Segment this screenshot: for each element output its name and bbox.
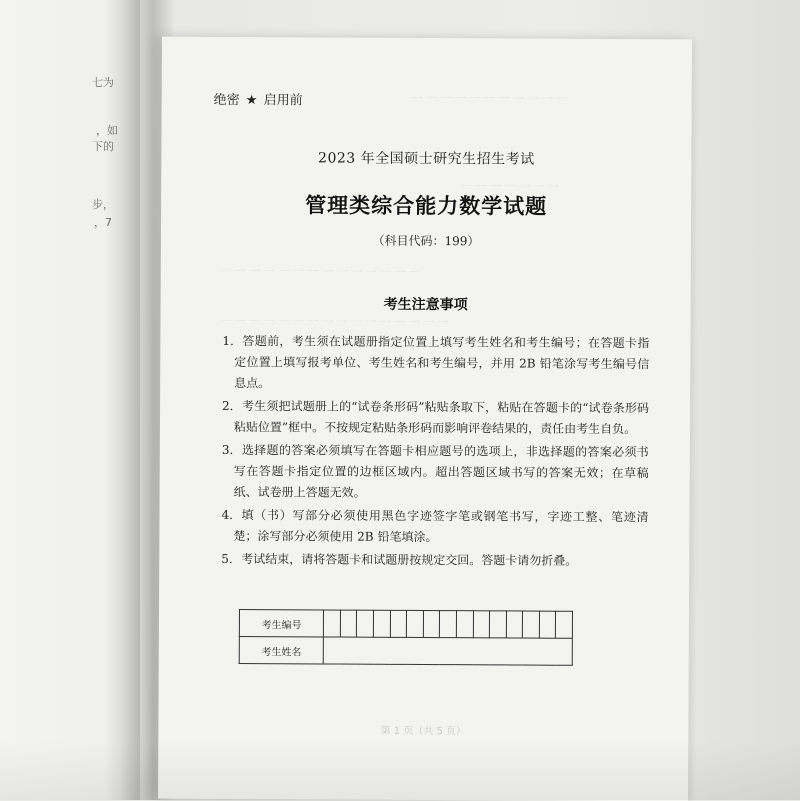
instructions-list bbox=[223, 331, 649, 574]
candidate-number-cell[interactable] bbox=[423, 610, 440, 637]
star-icon: ★ bbox=[245, 93, 258, 109]
candidate-name-field[interactable] bbox=[324, 637, 573, 665]
candidate-number-row bbox=[239, 610, 572, 639]
candidate-number-cell[interactable] bbox=[539, 611, 556, 638]
instruction-number: 5. bbox=[221, 551, 233, 566]
candidate-number-cell[interactable] bbox=[556, 611, 573, 638]
instruction-text: 考生须把试题册上的“试卷条形码”粘贴条取下，粘贴在答题卡的“试卷条形码粘贴位置”框中。不按规定粘贴条形码而影响评卷结果的，责任由考生自负。 bbox=[233, 399, 650, 437]
instruction-item bbox=[224, 396, 649, 440]
exam-title: 2023 年全国硕士研究生招生考试 bbox=[318, 150, 535, 168]
paper-title: 管理类综合能力数学试题 bbox=[305, 193, 548, 219]
left-page-snippet: 步， bbox=[92, 198, 114, 211]
left-page-snippet: ，如 bbox=[96, 124, 118, 137]
left-page-snippet: 七为 bbox=[92, 76, 114, 89]
candidate-number-cell[interactable] bbox=[324, 610, 341, 637]
candidate-number-cell[interactable] bbox=[473, 611, 490, 638]
candidate-number-cell[interactable] bbox=[407, 610, 424, 637]
left-page-snippet: ，7 bbox=[94, 216, 112, 229]
candidate-number-cell[interactable] bbox=[523, 611, 540, 638]
instruction-number: 3. bbox=[221, 442, 234, 457]
page-footer: 第 1 页（共 5 页） bbox=[380, 725, 467, 738]
left-facing-page bbox=[0, 0, 140, 800]
instruction-text: 选择题的答案必须填写在答题卡相应题号的选项上，非选择题的答案必须书写在答题卡指定位置的边框区域内。超出答题区域书写的答案无效；在草稿纸、试卷册上答题无效。 bbox=[233, 443, 649, 500]
candidate-name-row bbox=[239, 637, 572, 666]
notice-heading: 考生注意事项 bbox=[383, 296, 468, 314]
instruction-item bbox=[223, 549, 648, 572]
instruction-number: 1. bbox=[222, 333, 234, 348]
instruction-item bbox=[223, 505, 648, 549]
instruction-number: 4. bbox=[221, 507, 233, 522]
secret-status: 启用前 bbox=[263, 93, 303, 109]
exam-cover-page bbox=[158, 37, 692, 801]
show-through-text: 一 一 一 一 一 一 一 一 一 一 一 一 一 一 bbox=[220, 264, 421, 279]
candidate-number-cell[interactable] bbox=[390, 610, 407, 637]
show-through-text: 一 一 一 一 一 一 一 bbox=[461, 180, 560, 194]
candidate-info-table bbox=[239, 609, 573, 666]
candidate-number-cell[interactable] bbox=[506, 611, 523, 638]
show-through-text: 一 一 一 一 一 一 一 一 一 一 一 bbox=[411, 91, 568, 106]
candidate-number-cell[interactable] bbox=[340, 610, 357, 637]
candidate-number-cell[interactable] bbox=[373, 610, 390, 637]
candidate-number-cell[interactable] bbox=[489, 611, 506, 638]
secret-label: 绝密 bbox=[213, 92, 240, 109]
left-page-snippet: 下的 bbox=[92, 140, 114, 153]
candidate-number-cell[interactable] bbox=[440, 611, 457, 638]
candidate-number-label: 考生编号 bbox=[239, 610, 323, 637]
candidate-name-label: 考生姓名 bbox=[239, 637, 323, 664]
confidential-mark bbox=[214, 89, 303, 108]
subject-code: （科目代码：199） bbox=[372, 233, 480, 249]
show-through-text: 一 一 一 一 一 一 一 一 一 一 一 一 一 一 一 一 bbox=[220, 314, 449, 330]
instruction-item bbox=[221, 440, 649, 505]
instruction-text: 填（书）写部分必须使用黑色字迹签字笔或钢笔书写，字迹工整、笔迹清楚；涂写部分必须使用 2B 铅笔填涂。 bbox=[233, 508, 649, 545]
candidate-number-cell[interactable] bbox=[357, 610, 374, 637]
instruction-number: 2. bbox=[222, 398, 234, 413]
instruction-item bbox=[224, 331, 649, 396]
instruction-text: 考试结束，请将答题卡和试题册按规定交回。答题卡请勿折叠。 bbox=[241, 552, 578, 568]
candidate-number-cell[interactable] bbox=[456, 611, 473, 638]
bottom-shadow bbox=[0, 740, 800, 800]
instruction-text: 答题前，考生须在试题册指定位置上填写考生姓名和考生编号；在答题卡指定位置上填写报考单位、考生姓名和考生编号，并用 2B 铅笔涂写考生编号信息点。 bbox=[234, 334, 650, 391]
